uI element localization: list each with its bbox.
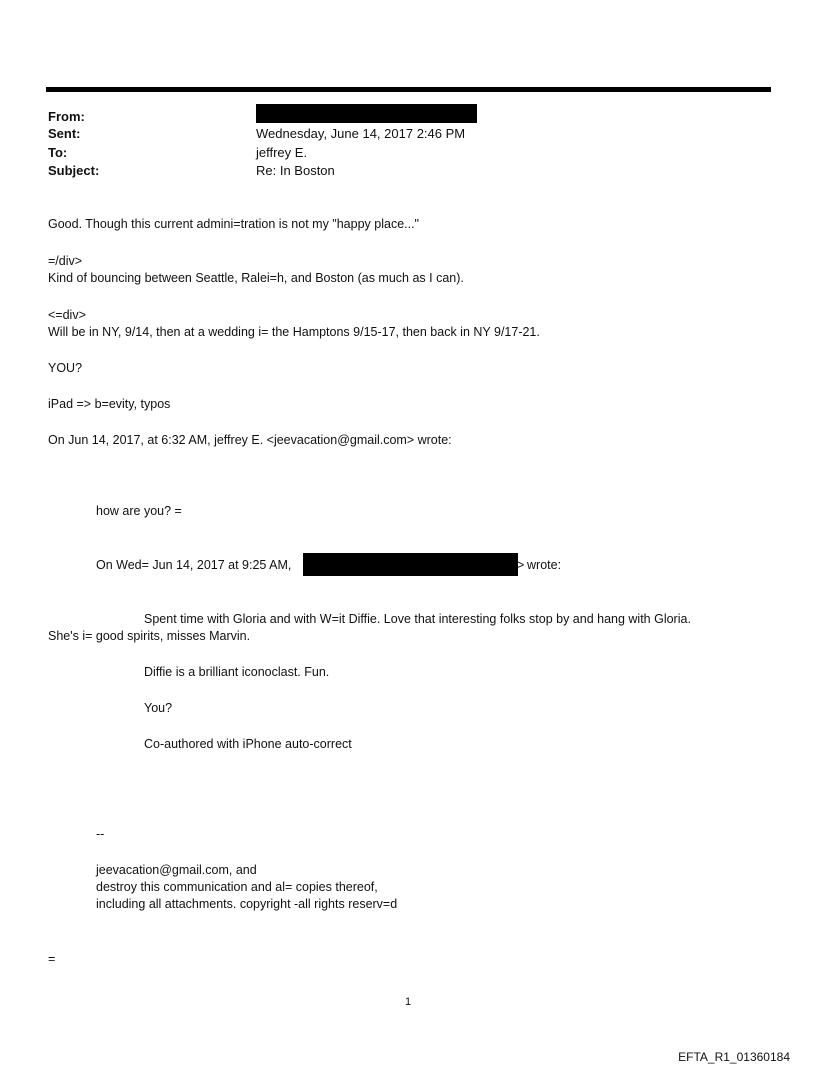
- header-rule: [46, 87, 771, 92]
- body-line: Kind of bouncing between Seattle, Ralei=h, and Boston (as much as I can).: [48, 271, 464, 285]
- inner-quote-line: You?: [144, 701, 173, 715]
- redaction-bar: [256, 104, 477, 123]
- page-number: 1: [404, 996, 412, 1008]
- quote-line: how are you? =: [96, 504, 182, 518]
- body-line: =/div>: [48, 254, 83, 268]
- quote-line: wrote:: [527, 558, 562, 572]
- subject-label: Subject:: [48, 163, 100, 178]
- sent-value: Wednesday, June 14, 2017 2:46 PM: [256, 126, 466, 141]
- from-label: From:: [48, 109, 85, 124]
- inner-quote-line: She's i= good spirits, misses Marvin.: [48, 629, 251, 643]
- body-line: Good. Though this current admini=tration is not my "happy place...": [48, 217, 419, 231]
- sent-label: Sent:: [48, 126, 81, 141]
- body-line: Will be in NY, 9/14, then at a wedding i= the Hamptons 9/15-17, then back in NY 9/17-21.: [48, 325, 540, 339]
- signature-separator: --: [96, 827, 105, 841]
- quote-line: On Wed= Jun 14, 2017 at 9:25 AM,: [96, 558, 292, 572]
- quote-glyph: >: [517, 558, 525, 572]
- to-label: To:: [48, 145, 68, 160]
- to-value: jeffrey E.: [256, 145, 308, 160]
- inner-quote-line: Diffie is a brilliant iconoclast. Fun.: [144, 665, 330, 679]
- redaction-bar: [303, 553, 518, 576]
- body-line: YOU?: [48, 361, 83, 375]
- inner-quote-line: Co-authored with iPhone auto-correct: [144, 737, 352, 751]
- subject-value: Re: In Boston: [256, 163, 335, 178]
- bates-number: EFTA_R1_01360184: [678, 1050, 790, 1064]
- body-line: <=div>: [48, 308, 86, 322]
- trailing-char: =: [48, 952, 56, 966]
- signature-line: destroy this communication and al= copies thereof,: [96, 880, 378, 894]
- body-line: On Jun 14, 2017, at 6:32 AM, jeffrey E. <jeevacation@gmail.com> wrote:: [48, 433, 452, 447]
- signature-line: jeevacation@gmail.com, and: [96, 863, 257, 877]
- signature-line: including all attachments. copyright -all rights reserv=d: [96, 897, 398, 911]
- body-line: iPad => b=evity, typos: [48, 397, 171, 411]
- inner-quote-line: Spent time with Gloria and with W=it Diffie. Love that interesting folks stop by and hang with Gloria.: [144, 612, 691, 626]
